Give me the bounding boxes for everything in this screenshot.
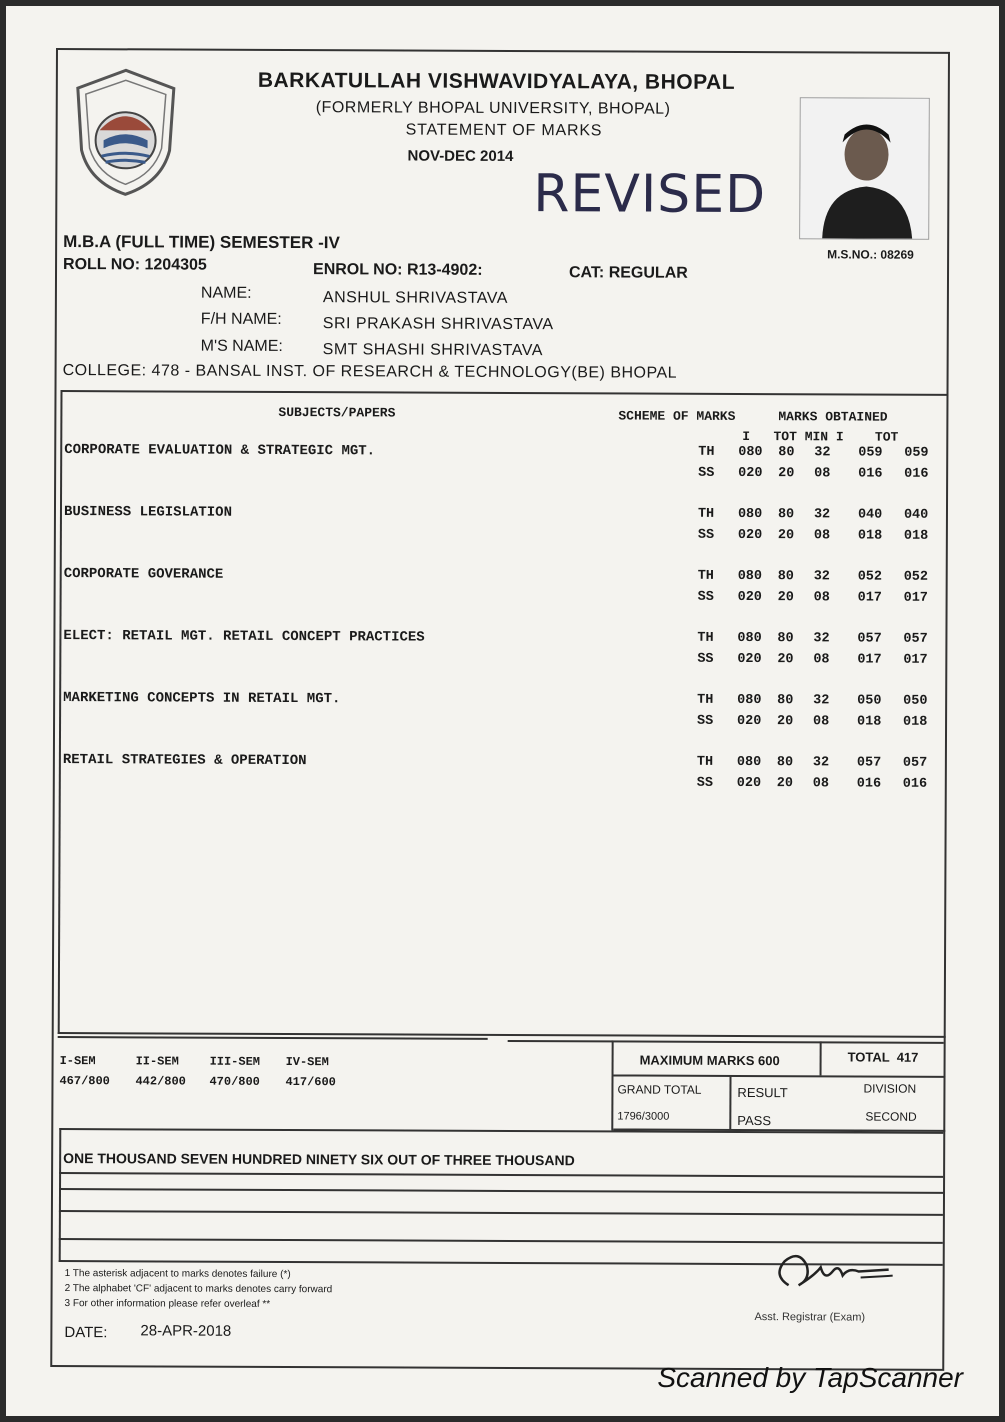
marks-cell: SS: [697, 651, 714, 667]
marks-cell: 20: [778, 466, 795, 482]
marks-cell: 08: [813, 652, 830, 668]
marks-cell: 08: [814, 466, 831, 482]
marks-cell: SS: [697, 713, 714, 729]
university-logo-icon: [69, 66, 182, 198]
semester-label: II-SEM: [135, 1054, 179, 1069]
marks-cell: 20: [776, 776, 794, 792]
marks-cell: 020: [738, 465, 763, 482]
marks-cell: 32: [813, 569, 830, 585]
semester-marks: 467/800: [59, 1074, 110, 1089]
marks-cell: 050: [903, 693, 928, 709]
total-in-words: ONE THOUSAND SEVEN HUNDRED NINETY SIX OUT OF THREE THOUSAND: [63, 1150, 575, 1169]
marks-cell: 020: [737, 589, 762, 606]
marks-cell: 08: [813, 714, 830, 730]
marks-cell: 016: [858, 466, 883, 482]
marks-cell: 80: [777, 569, 794, 585]
student-photo: [799, 97, 930, 240]
marks-cell: 80: [778, 445, 795, 461]
marks-cell: 017: [903, 590, 928, 606]
enrolment-number: ENROL NO: R13-4902:: [312, 261, 483, 279]
exam-session: NOV-DEC 2014: [407, 147, 514, 165]
marks-cell: 20: [777, 528, 795, 544]
marksheet-form: [50, 48, 950, 1371]
marks-cell: 080: [738, 444, 763, 461]
marks-cell: 32: [812, 755, 830, 771]
father-name-label: F/H NAME:: [200, 310, 282, 328]
footnote-1: 1 The asterisk adjacent to marks denotes failure (*): [64, 1268, 291, 1281]
marks-cell: 32: [813, 631, 830, 647]
semester-marks: 417/600: [285, 1075, 336, 1090]
semester-marks: 442/800: [135, 1074, 186, 1089]
marks-cell: 32: [813, 507, 831, 523]
marks-cell: 059: [904, 445, 929, 461]
document-title: STATEMENT OF MARKS: [405, 121, 603, 140]
marks-cell: 80: [776, 755, 794, 771]
date-label: DATE:: [64, 1324, 108, 1342]
result-value: PASS: [737, 1112, 772, 1129]
marks-cell: 017: [857, 652, 882, 668]
semester-label: IV-SEM: [285, 1055, 329, 1070]
marks-cell: 052: [903, 569, 929, 585]
scanned-sheet: [6, 6, 999, 1416]
marks-cell: 040: [857, 507, 883, 523]
marks-cell: SS: [698, 465, 715, 481]
marks-cell: 052: [857, 569, 883, 585]
marks-cell: 080: [737, 630, 762, 647]
marks-cell: 080: [737, 506, 763, 523]
marks-cell: SS: [697, 527, 715, 543]
marks-cell: 018: [903, 528, 929, 544]
student-name: ANSHUL SHRIVASTAVA: [322, 289, 508, 307]
marks-cell: 018: [903, 714, 928, 730]
semester-total: TOTAL 417: [847, 1049, 919, 1065]
marks-cell: 057: [902, 755, 928, 771]
marks-subcolumns: I TOT MIN I TOT: [742, 428, 899, 445]
marks-cell: 017: [903, 652, 928, 668]
divider: [58, 1036, 488, 1040]
marks-cell: 080: [737, 692, 762, 709]
marks-cell: 32: [814, 445, 831, 461]
marks-cell: 057: [857, 631, 882, 647]
marks-cell: 80: [777, 693, 794, 709]
grand-total-value: 1796/3000: [617, 1110, 670, 1123]
university-name: BARKATULLAH VISHWAVIDYALAYA, BHOPAL: [257, 68, 736, 94]
college-name: COLLEGE: 478 - BANSAL INST. OF RESEARCH & TECHNOLOGY(BE) BHOPAL: [62, 362, 678, 382]
grand-total-label: GRAND TOTAL: [617, 1082, 702, 1097]
marks-cell: 80: [777, 631, 794, 647]
marks-table: [58, 390, 949, 1038]
marks-cell: 057: [856, 755, 882, 771]
marks-cell: 020: [736, 775, 762, 792]
signatory-title: Asst. Registrar (Exam): [754, 1311, 866, 1324]
summary-box: [611, 1040, 945, 1131]
marks-cell: 059: [858, 445, 883, 461]
roll-number: ROLL NO: 1204305: [63, 256, 207, 274]
marks-cell: 20: [777, 590, 794, 606]
subject-name: BUSINESS LEGISLATION: [63, 504, 233, 521]
division-label: DIVISION: [863, 1081, 917, 1096]
marks-cell: TH: [697, 506, 715, 522]
father-name: SRI PRAKASH SHRIVASTAVA: [322, 315, 554, 334]
marks-cell: SS: [696, 775, 714, 791]
marks-cell: TH: [696, 754, 714, 770]
marks-cell: SS: [697, 589, 714, 605]
marks-cell: 32: [813, 693, 830, 709]
subject-name: CORPORATE GOVERANCE: [63, 566, 224, 583]
marks-cell: 020: [737, 713, 762, 730]
marks-cell: 020: [737, 651, 762, 668]
marks-cell: 08: [813, 528, 831, 544]
marks-cell: 050: [857, 693, 882, 709]
course-semester: M.B.A (FULL TIME) SEMESTER -IV: [63, 232, 340, 253]
revised-stamp: REVISED: [533, 164, 767, 226]
division-value: SECOND: [865, 1109, 917, 1124]
marks-cell: 020: [737, 527, 763, 544]
marks-cell: 017: [857, 590, 882, 606]
subject-name: MARKETING CONCEPTS IN RETAIL MGT.: [63, 690, 341, 708]
semester-marks: 470/800: [209, 1074, 260, 1089]
marks-cell: 018: [857, 714, 882, 730]
marks-cell: 080: [737, 568, 763, 585]
marks-cell: 016: [856, 776, 882, 792]
signature-icon: [769, 1245, 899, 1303]
subjects-header: SUBJECTS/PAPERS: [278, 404, 396, 421]
marks-cell: TH: [697, 692, 714, 708]
name-label: NAME:: [200, 284, 252, 302]
semester-label: III-SEM: [209, 1054, 261, 1069]
marks-cell: 20: [777, 652, 794, 668]
category: CAT: REGULAR: [568, 264, 688, 282]
semester-totals: [59, 1054, 359, 1095]
marks-cell: 20: [777, 714, 794, 730]
formerly-name: (FORMERLY BHOPAL UNIVERSITY, BHOPAL): [315, 99, 671, 118]
mother-name-label: M'S NAME:: [200, 337, 283, 355]
subject-name: RETAIL STRATEGIES & OPERATION: [62, 752, 307, 770]
result-label: RESULT: [737, 1084, 788, 1101]
subject-name: CORPORATE EVALUATION & STRATEGIC MGT.: [64, 442, 376, 460]
issue-date: 28-APR-2018: [140, 1322, 232, 1340]
marks-cell: 016: [904, 466, 929, 482]
scheme-header: SCHEME OF MARKS: [618, 408, 736, 424]
marks-cell: 08: [812, 776, 830, 792]
scanner-watermark: Scanned by TapScanner: [657, 1362, 963, 1393]
subject-name: ELECT: RETAIL MGT. RETAIL CONCEPT PRACTICES: [63, 628, 425, 646]
semester-label: I-SEM: [59, 1054, 96, 1069]
mother-name: SMT SHASHI SHRIVASTAVA: [322, 341, 543, 360]
marks-cell: 08: [813, 590, 830, 606]
ms-number: M.S.NO.: 08269: [827, 247, 914, 262]
marks-cell: 80: [777, 507, 795, 523]
footnote-3: 3 For other information please refer overleaf **: [64, 1298, 271, 1310]
marks-cell: TH: [697, 568, 714, 584]
marks-cell: TH: [698, 444, 715, 460]
footnote-2: 2 The alphabet 'CF' adjacent to marks denotes carry forward: [64, 1283, 333, 1296]
maximum-marks: MAXIMUM MARKS 600: [639, 1052, 780, 1069]
marks-cell: 040: [903, 507, 929, 523]
marks-cell: TH: [697, 630, 714, 646]
obtained-header: MARKS OBTAINED: [778, 409, 888, 425]
marks-cell: 080: [736, 754, 762, 771]
marks-cell: 057: [903, 631, 928, 647]
marks-cell: 018: [857, 528, 883, 544]
marks-cell: 016: [902, 776, 928, 792]
